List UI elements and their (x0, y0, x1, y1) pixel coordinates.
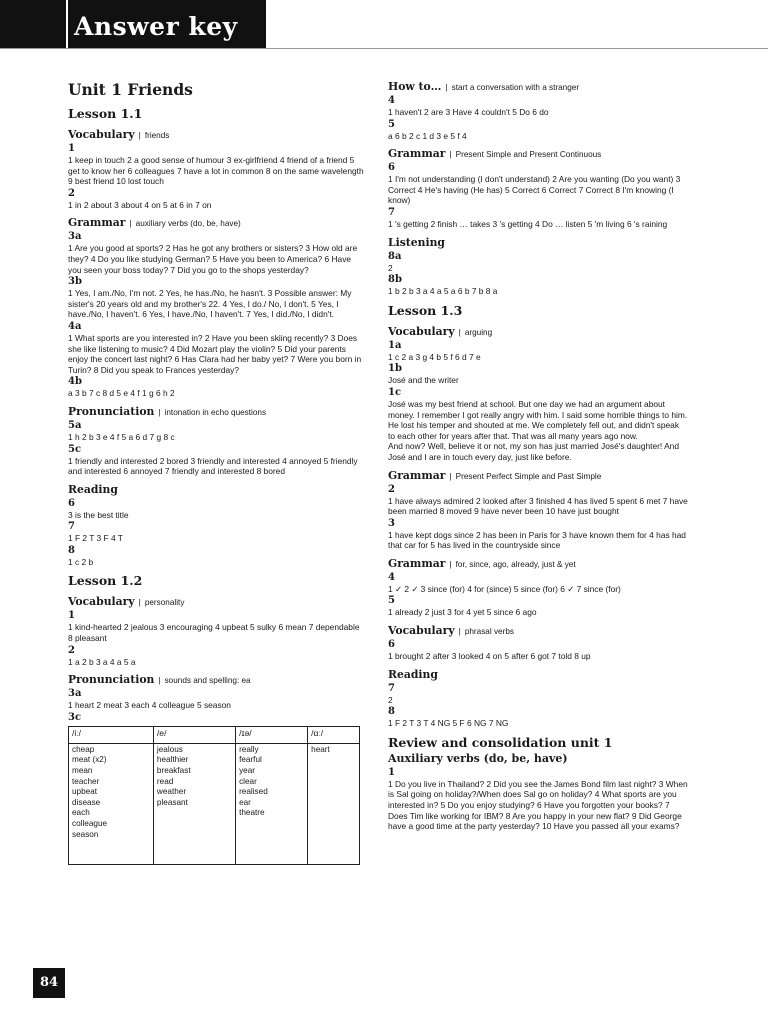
answer-text: 2 (388, 262, 393, 273)
lesson-title: Lesson 1.1 (68, 106, 143, 121)
section (388, 80, 688, 141)
section-heading-label: Pronunciation (68, 673, 155, 687)
section (68, 595, 364, 667)
answer-item (388, 363, 688, 386)
section-heading-label: Reading (388, 667, 438, 681)
question-number: 1 (68, 143, 75, 154)
heading-separator: | (458, 326, 461, 337)
review-subtitle: Auxiliary verbs (do, be, have) (388, 751, 568, 765)
section-heading (68, 595, 364, 609)
table-header: /ɪə/ (236, 726, 308, 743)
section (388, 147, 688, 229)
section-topic: personality (144, 598, 185, 608)
lesson-title: Lesson 1.2 (68, 573, 143, 589)
table-cell: heart (308, 743, 360, 864)
table-cell: really fearful year clear realised ear theatre (236, 743, 308, 864)
section (388, 668, 688, 729)
question-number: 3a (68, 688, 82, 700)
question-number: 7 (68, 521, 75, 533)
answer-item (68, 712, 364, 724)
question-number: 4 (388, 95, 395, 106)
answer-text: 3 is the best title (68, 509, 129, 520)
answer-item (388, 274, 688, 297)
answer-item (388, 95, 688, 118)
answer-text: 1 already 2 just 3 for 4 yet 5 since 6 ago (388, 607, 537, 618)
question-number: 1b (388, 363, 402, 375)
answer-item (388, 683, 688, 706)
section-topic: intonation in echo questions (164, 407, 267, 417)
question-number: 2 (68, 187, 75, 199)
question-number: 4a (68, 320, 82, 332)
section-heading (388, 236, 688, 250)
heading-separator: | (445, 82, 448, 92)
section-heading (68, 405, 364, 419)
answer-text: 1 have always admired 2 looked after 3 finished 4 has lived 5 spent 6 met 7 have been married 8 moved 9 have never been 10 have just bought (388, 495, 691, 517)
answer-item (68, 143, 364, 187)
section-heading (68, 128, 364, 142)
question-number: 3 (388, 517, 395, 529)
question-number: 1 (68, 610, 75, 622)
answer-item (388, 483, 691, 517)
heading-separator: | (449, 149, 452, 160)
section-heading (68, 673, 364, 687)
answer-text: 1 I'm not understanding (I don't understand) 2 Are you wanting (Do you want) 3 Correct 4 He's having (He has) 5 Correct 6 Correct 7 Correct 8 I'm knowing (I know) (388, 174, 683, 206)
section-heading (388, 80, 688, 94)
answer-text: 1 F 2 T 3 F 4 T (68, 533, 123, 544)
question-number: 8 (68, 544, 75, 556)
question-number: 8 (388, 706, 395, 718)
answer-text: José was my best friend at school. But one day we had an argument about money. I remember I got really angry with him. I said some horrible things to him. He lost his temper and shouted at me. We completely fell out, and didn't speak to each other for years after that. That was all many years ago now. And now? Well, believe it or not, my son has just married José's daughter! And José and I are in touch every day, just like before. (388, 398, 688, 462)
section (388, 557, 688, 618)
review-title: Review and consolidation unit 1 (388, 734, 613, 750)
question-number: 5c (68, 443, 82, 455)
table-header: /iː/ (69, 726, 154, 743)
section-heading-label: How to… (388, 80, 442, 93)
question-number: 1 (388, 766, 395, 778)
section-heading-label: Grammar (388, 468, 446, 482)
question-number: 6 (388, 162, 395, 174)
heading-separator: | (129, 218, 132, 229)
section (68, 673, 364, 724)
header-divider-tick (66, 0, 68, 48)
heading-separator: | (158, 675, 161, 686)
section (388, 236, 688, 297)
question-number: 5 (388, 118, 395, 130)
answer-item (68, 521, 364, 544)
section-topic: Present Simple and Present Continuous (455, 150, 602, 160)
answer-item (388, 518, 688, 551)
table-cell: jealous healthier breakfast read weather pleasant (153, 743, 235, 864)
answer-text: 1 heart 2 meat 3 each 4 colleague 5 season (68, 700, 231, 711)
answer-text: 1 keep in touch 2 a good sense of humour 3 ex-girlfriend 4 friend of a friend 5 get to know her 6 colleagues 7 have a lot in common 8 on the same wavelength 9 best friend 10 lost touch (68, 155, 366, 187)
section-heading (388, 557, 688, 571)
section (68, 483, 364, 568)
section-heading (68, 483, 364, 497)
answer-item (68, 610, 364, 643)
section (68, 405, 364, 477)
question-number: 7 (388, 206, 395, 218)
table-header: /e/ (153, 726, 235, 743)
section-topic: for, since, ago, already, just & yet (455, 559, 576, 569)
section-heading-label: Grammar (68, 216, 126, 230)
question-number: 4 (388, 571, 395, 583)
answer-text: 1 c 2 a 3 g 4 b 5 f 6 d 7 e (388, 351, 481, 362)
section-topic: phrasal verbs (464, 627, 514, 637)
section-heading (388, 668, 688, 682)
section-topic: sounds and spelling: ea (164, 676, 251, 686)
answer-text: 1 ✓ 2 ✓ 3 since (for) 4 for (since) 5 since (for) 6 ✓ 7 since (for) (388, 583, 621, 594)
answer-text: a 6 b 2 c 1 d 3 e 5 f 4 (388, 130, 467, 141)
question-number: 8a (388, 250, 402, 262)
question-number: 1a (388, 339, 402, 351)
section-topic: Present Perfect Simple and Past Simple (455, 471, 602, 481)
section (68, 128, 364, 210)
answer-text: 1 's getting 2 finish … takes 3 's getting 4 Do … listen 5 'm living 6 's raining (388, 218, 668, 229)
section-heading-label: Listening (388, 235, 445, 249)
question-number: 3a (68, 231, 82, 243)
answer-text: 1 have kept dogs since 2 has been in Paris for 3 have known them for 4 has had that car for 5 has lived in the countryside since (388, 529, 689, 551)
answer-item (388, 595, 688, 618)
answer-text: 1 in 2 about 3 about 4 on 5 at 6 in 7 on (68, 199, 212, 210)
heading-separator: | (138, 130, 141, 140)
question-number: 3c (68, 711, 82, 723)
question-number: 6 (388, 639, 395, 651)
answer-text: 1 F 2 T 3 T 4 NG 5 F 6 NG 7 NG (388, 718, 509, 729)
section (388, 325, 688, 463)
answer-text: 1 friendly and interested 2 bored 3 friendly and interested 4 annoyed 5 friendly and interested 6 annoyed 7 friendly and interested 8 bored (68, 455, 360, 477)
question-number: 2 (388, 483, 395, 495)
answer-item (388, 119, 688, 142)
answer-item (388, 387, 688, 463)
answer-item (68, 376, 364, 399)
section-heading (68, 216, 364, 230)
question-number: 5a (68, 419, 82, 431)
answer-item (388, 251, 688, 274)
question-number: 4b (68, 376, 82, 388)
answer-item (388, 162, 688, 206)
section-heading (388, 469, 688, 483)
section-heading-label: Reading (68, 482, 118, 496)
answer-text: 2 (388, 694, 393, 705)
section (388, 468, 691, 551)
answer-text: 1 h 2 b 3 e 4 f 5 a 6 d 7 g 8 c (68, 431, 175, 442)
answer-text: 1 What sports are you interested in? 2 Have you been skiing recently? 3 Does she like listening to music? 4 Did Mozart play the violin? 5 Did your parents enjoy the concert last night? 6 Has Clara had her baby yet? 7 Were you born in Turin? 8 Did you speak to Frances yesterday? (68, 332, 364, 375)
answer-item (68, 321, 364, 375)
answer-text: 1 kind-hearted 2 jealous 3 encouraging 4 upbeat 5 sulky 6 mean 7 dependable 8 pleasant (68, 622, 362, 644)
table-header: /ɑː/ (308, 726, 360, 743)
section-topic: start a conversation with a stranger (451, 83, 580, 92)
answer-text: 1 brought 2 after 3 looked 4 on 5 after 6 got 7 told 8 up (388, 651, 591, 662)
answer-item (68, 645, 364, 668)
question-number: 6 (68, 497, 75, 509)
question-number: 7 (388, 682, 395, 694)
question-number: 2 (68, 644, 75, 656)
question-number: 5 (388, 595, 395, 607)
answer-item (388, 340, 688, 363)
answer-text: 1 b 2 b 3 a 4 a 5 a 6 b 7 b 8 a (388, 286, 498, 297)
section-heading-label: Grammar (388, 556, 446, 570)
answer-item (68, 188, 364, 211)
lesson-title: Lesson 1.3 (388, 302, 463, 318)
heading-separator: | (138, 597, 141, 608)
section-topic: arguing (464, 327, 493, 337)
section-heading-label: Vocabulary (388, 324, 455, 338)
answer-text: 1 Yes, I am./No, I'm not. 2 Yes, he has./No, he hasn't. 3 Possible answer: My sister's 20 years old and my brother's 22. 4 Yes, I do./ No, I don't. 5 Yes, I have./No, I haven't. 6 Yes, I have./No, I haven't. 7 Yes, I did./No, I didn't. (68, 288, 354, 320)
section (68, 216, 364, 399)
answer-item (388, 767, 688, 832)
answer-text: 1 Are you good at sports? 2 Has he got any brothers or sisters? 3 How old are they? 4 Do you like studying German? 5 Have you been to America? 6 Have you seen your boss today? 7 Did you go to the shops yesterday? (68, 243, 360, 275)
header-rule (0, 48, 768, 49)
left-column (68, 80, 364, 865)
question-number: 3b (68, 276, 82, 288)
answer-item (68, 444, 364, 477)
unit-title: Unit 1 Friends (68, 80, 193, 99)
heading-separator: | (449, 470, 452, 481)
answer-text: 1 a 2 b 3 a 4 a 5 a (68, 656, 136, 667)
page-number: 84 (33, 968, 65, 998)
answer-item (68, 545, 364, 568)
section-heading-label: Pronunciation (68, 404, 155, 418)
section (388, 624, 688, 662)
answer-text: 1 haven't 2 are 3 Have 4 couldn't 5 Do 6 do (388, 107, 549, 117)
answer-item (68, 231, 364, 275)
answer-text: a 3 b 7 c 8 d 5 e 4 f 1 g 6 h 2 (68, 388, 175, 399)
page-title: Answer key (74, 12, 238, 41)
heading-separator: | (449, 558, 452, 569)
answer-item (388, 572, 688, 595)
section-heading-label: Vocabulary (388, 624, 455, 638)
answer-item (388, 207, 688, 230)
question-number: 8b (388, 274, 402, 286)
heading-separator: | (458, 626, 461, 637)
answer-text: 1 c 2 b (68, 556, 94, 567)
phonetics-table (68, 726, 360, 865)
answer-item (68, 498, 364, 521)
answer-item (68, 688, 364, 711)
section-topic: auxiliary verbs (do, be, have) (135, 219, 241, 229)
answer-text: 1 Do you live in Thailand? 2 Did you see the James Bond film last night? 3 When is Sal going on holiday?/When does Sal go on holiday? 4 What sports are you interested in? 5 Do you enjoy studying? 6 Have you forgotten your books? 7 Does Tim like working for IBM? 8 Are you happy in your new flat? 9 Did George have a good time at the party yesterday? 10 Have you passed all your exams? (388, 778, 690, 832)
section-heading-label: Grammar (388, 147, 446, 161)
question-number: 1c (388, 386, 402, 398)
answer-item (388, 639, 688, 662)
answer-text: José and the writer (388, 375, 459, 386)
section-heading (388, 147, 688, 161)
section-topic: friends (144, 131, 170, 140)
section-heading (388, 624, 688, 638)
review-items (388, 767, 688, 832)
answer-item (68, 420, 364, 443)
section-heading-label: Vocabulary (68, 128, 135, 141)
section-heading (388, 325, 688, 339)
table-cell: cheap meat (x2) mean teacher upbeat disease each colleague season (69, 743, 154, 864)
right-column (388, 80, 691, 832)
section-heading-label: Vocabulary (68, 595, 135, 609)
answer-item (68, 276, 364, 320)
heading-separator: | (158, 406, 161, 417)
answer-item (388, 706, 688, 729)
